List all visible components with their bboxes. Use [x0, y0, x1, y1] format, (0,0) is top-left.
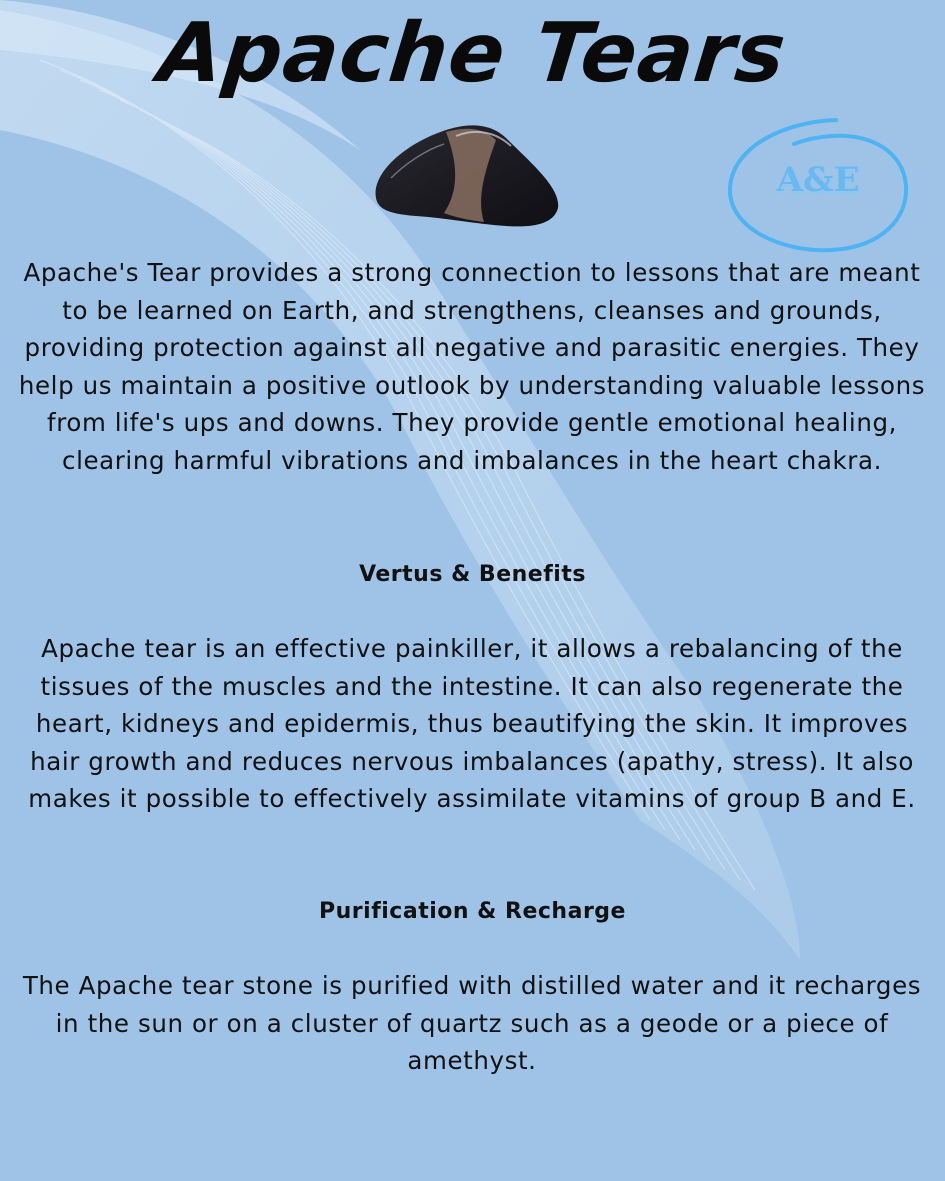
- page-title: Apache Tears: [154, 6, 791, 101]
- purification-heading: Purification & Recharge: [319, 899, 626, 924]
- a-and-e-logo: [722, 108, 914, 258]
- logo-text: A&E: [776, 160, 860, 200]
- purification-paragraph: The Apache tear stone is purified with distilled water and it recharges in the sun or on a cluster of quartz such as a geode or a piece of amethyst.: [22, 971, 922, 1076]
- benefits-paragraph: Apache tear is an effective painkiller, it allows a rebalancing of the tissues of the muscles and the intestine. It can also regenerate the heart, kidneys and epidermis, thus beautifying the skin. It improves hair growth and reduces nervous imbalances (apathy, stress). It also makes it possible to effectively assimilate vitamins of group B and E.: [28, 634, 916, 814]
- intro-paragraph: Apache's Tear provides a strong connection to lessons that are meant to be learned on Earth, and strengthens, cleanses and grounds, providing protection against all negative and parasitic energies. They help us maintain a positive outlook by understanding valuable lessons from life's ups and downs. They provide gentle emotional healing, clearing harmful vibrations and imbalances in the heart chakra.: [18, 258, 926, 475]
- benefits-heading: Vertus & Benefits: [359, 562, 586, 587]
- apache-tear-stone-image: [366, 118, 564, 230]
